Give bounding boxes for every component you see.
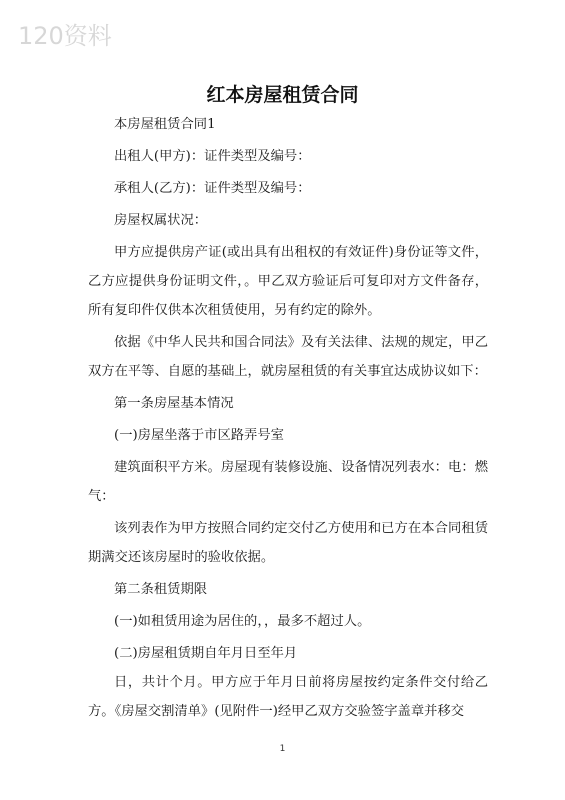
paragraph-legal-basis: 依据《中华人民共和国合同法》及有关法律、法规的规定，甲乙双方在平等、自愿的基础上，就房屋租赁的有关事宜达成协议如下： [88, 335, 488, 379]
paragraph-lessor: 出租人(甲方)：证件类型及编号： [114, 149, 311, 164]
paragraph-location: (一)房屋坐落于市区路弄号室 [114, 428, 284, 443]
paragraph-contract-name: 本房屋租赁合同1 [114, 117, 216, 132]
paragraph-documents: 甲方应提供房产证(或出具有出租权的有效证件)身份证等文件，乙方应提供身份证明文件，。甲乙双方验证后可复印对方文件备存，所有复印件仅供本次租赁使用，另有约定的除外。 [88, 245, 488, 318]
section-heading-article-2: 第二条租赁期限 [114, 582, 208, 597]
paragraph-area-facilities: 建筑面积平方米。房屋现有装修设施、设备情况列表水：电：燃气： [88, 460, 488, 504]
section-heading-article-1: 第一条房屋基本情况 [114, 396, 234, 411]
document-title: 红本房屋租赁合同 [206, 84, 359, 106]
paragraph-lessee: 承租人(乙方)：证件类型及编号： [114, 181, 311, 196]
document-body [88, 110, 488, 726]
page-number: 1 [279, 744, 286, 754]
paragraph-delivery: 日，共计个月。甲方应于年月日前将房屋按约定条件交付给乙方。《房屋交割清单》(见附件一)经甲乙双方交验签字盖章并移交 [88, 675, 488, 719]
paragraph-lease-period: (二)房屋租赁期自年月日至年月 [114, 646, 298, 661]
watermark-logo: 120资料 [18, 22, 112, 50]
paragraph-inspection-basis: 该列表作为甲方按照合同约定交付乙方使用和已方在本合同租赁期满交还该房屋时的验收依据。 [88, 521, 488, 565]
paragraph-residence-use: (一)如租赁用途为居住的，，最多不超过人。 [114, 614, 371, 629]
paragraph-ownership-status: 房屋权属状况： [114, 213, 208, 228]
